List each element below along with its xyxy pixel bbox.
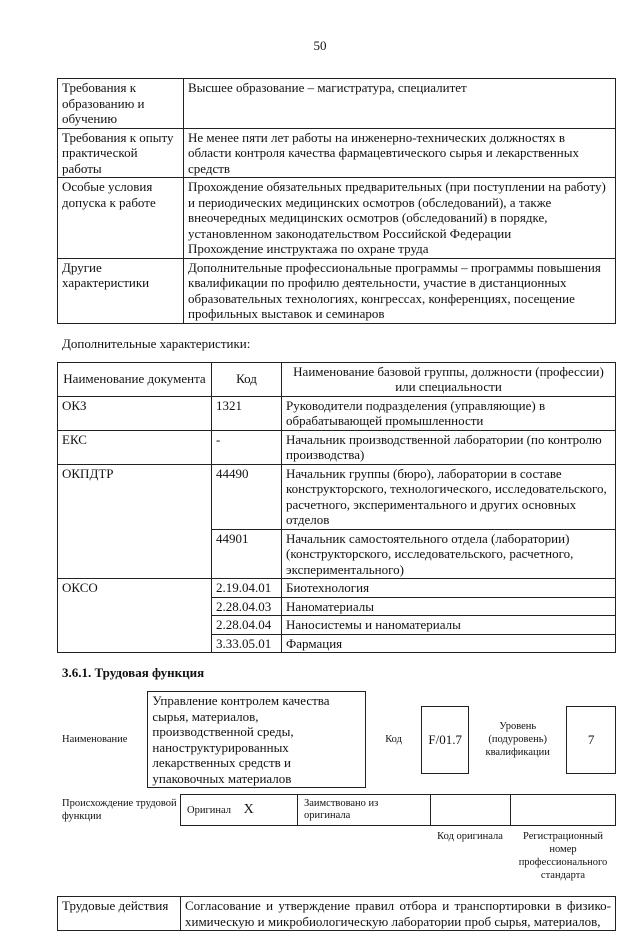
doc-cell: ЕКС [58, 430, 212, 464]
actions-value: Согласование и утверждение правил отбора и транспортировки в физико-химическую и микробиологическую лаборатории проб сырья, материалов, [181, 897, 616, 931]
origin-code-cell [431, 795, 511, 826]
header-doc: Наименование документа [58, 362, 212, 396]
table-row [58, 128, 616, 178]
additional-characteristics-table [57, 362, 616, 654]
original-label: Оригинал [187, 804, 231, 816]
section-heading: 3.6.1. Трудовая функция [62, 665, 205, 680]
doc-cell: ОКСО [58, 579, 212, 653]
origin-table [180, 794, 616, 826]
row-label: Другие характеристики [58, 258, 184, 323]
table-row [58, 178, 616, 259]
code-cell: 44901 [212, 529, 282, 579]
level-value-box: 7 [566, 706, 616, 774]
origin-label: Происхождение трудовой функции [62, 798, 177, 822]
table-row [58, 464, 616, 529]
row-value [184, 178, 616, 259]
name-cell: Начальник группы (бюро), лаборатории в составе конструкторского, технологического, исследовательского, расчетного, экспериментального и других основных отделов [282, 464, 616, 529]
code-cell: 2.28.04.04 [212, 616, 282, 635]
name-cell: Биотехнология [282, 579, 616, 598]
header-name: Наименование базовой группы, должности (профессии) или специальности [282, 362, 616, 396]
table-row [58, 579, 616, 598]
name-cell: Фармация [282, 634, 616, 653]
name-label: Наименование [62, 734, 128, 745]
code-cell: 2.28.04.03 [212, 597, 282, 616]
code-cell: 2.19.04.01 [212, 579, 282, 598]
origin-row [181, 795, 616, 826]
header-code: Код [212, 362, 282, 396]
level-label: Уровень (подуровень) квалификации [485, 721, 550, 758]
additional-title: Дополнительные характеристики: [62, 335, 251, 351]
name-cell: Начальник самостоятельного отдела (лаборатории) (конструкторского, исследовательского, расчетного, экспериментального) [282, 529, 616, 579]
name-cell: Руководители подразделения (управляющие) в обрабатывающей промышленности [282, 396, 616, 430]
code-cell: - [212, 430, 282, 464]
table-row [58, 258, 616, 323]
table-row [58, 396, 616, 430]
table-row [58, 79, 616, 129]
row-value: Не менее пяти лет работы на инженерно-технических должностях в области контроля качества фармацевтического сырья и лекарственных средств [184, 128, 616, 178]
borrowed-label: Заимствовано из оригинала [298, 795, 431, 826]
actions-label: Трудовые действия [58, 897, 181, 931]
original-cell [181, 795, 298, 826]
labor-actions-table [57, 896, 616, 931]
value-line: Прохождение обязательных предварительных (при поступлении на работу) и периодических медицинских осмотров (обследований), а также внеочередных медицинских осмотров (обследований) в порядке, установленном законодательством Российской Федерации [188, 179, 606, 241]
general-requirements-table [57, 78, 616, 324]
reg-number-caption: Регистрационный номер профессионального стандарта [518, 831, 608, 881]
code-cell: 44490 [212, 464, 282, 529]
name-cell: Начальник производственной лаборатории (по контролю производства) [282, 430, 616, 464]
header-row [58, 362, 616, 396]
function-name-row [57, 691, 616, 788]
row-label: Особые условия допуска к работе [58, 178, 184, 259]
row-label: Требования к образованию и обучению [58, 79, 184, 129]
name-cell: Наноматериалы [282, 597, 616, 616]
code-label: Код [385, 734, 402, 745]
row-value: Высшее образование – магистратура, специалитет [184, 79, 616, 129]
name-cell: Наносистемы и наноматериалы [282, 616, 616, 635]
original-mark: X [243, 801, 254, 817]
row-value: Дополнительные профессиональные программы – программы повышения квалификации по профилю деятельности, участие в дистанционных образовательных технологиях, конгрессах, конференциях, посещение профильных выставок и семинаров [184, 258, 616, 323]
code-value-box: F/01.7 [421, 706, 469, 774]
origin-row-block [57, 794, 616, 826]
origin-captions [430, 830, 616, 882]
table-row [58, 430, 616, 464]
reg-number-cell [511, 795, 616, 826]
page-number: 50 [313, 38, 327, 53]
code-cell: 1321 [212, 396, 282, 430]
doc-cell: ОКПДТР [58, 464, 212, 579]
table-row [58, 897, 616, 931]
doc-cell: ОКЗ [58, 396, 212, 430]
function-name-box: Управление контролем качества сырья, материалов, производственной среды, наноструктурированных лекарственных средств и упаковочных материалов [147, 691, 365, 788]
row-label: Требования к опыту практической работы [58, 128, 184, 178]
origin-code-caption: Код оригинала [437, 831, 503, 842]
value-line: Прохождение инструктажа по охране труда [188, 241, 429, 256]
code-cell: 3.33.05.01 [212, 634, 282, 653]
